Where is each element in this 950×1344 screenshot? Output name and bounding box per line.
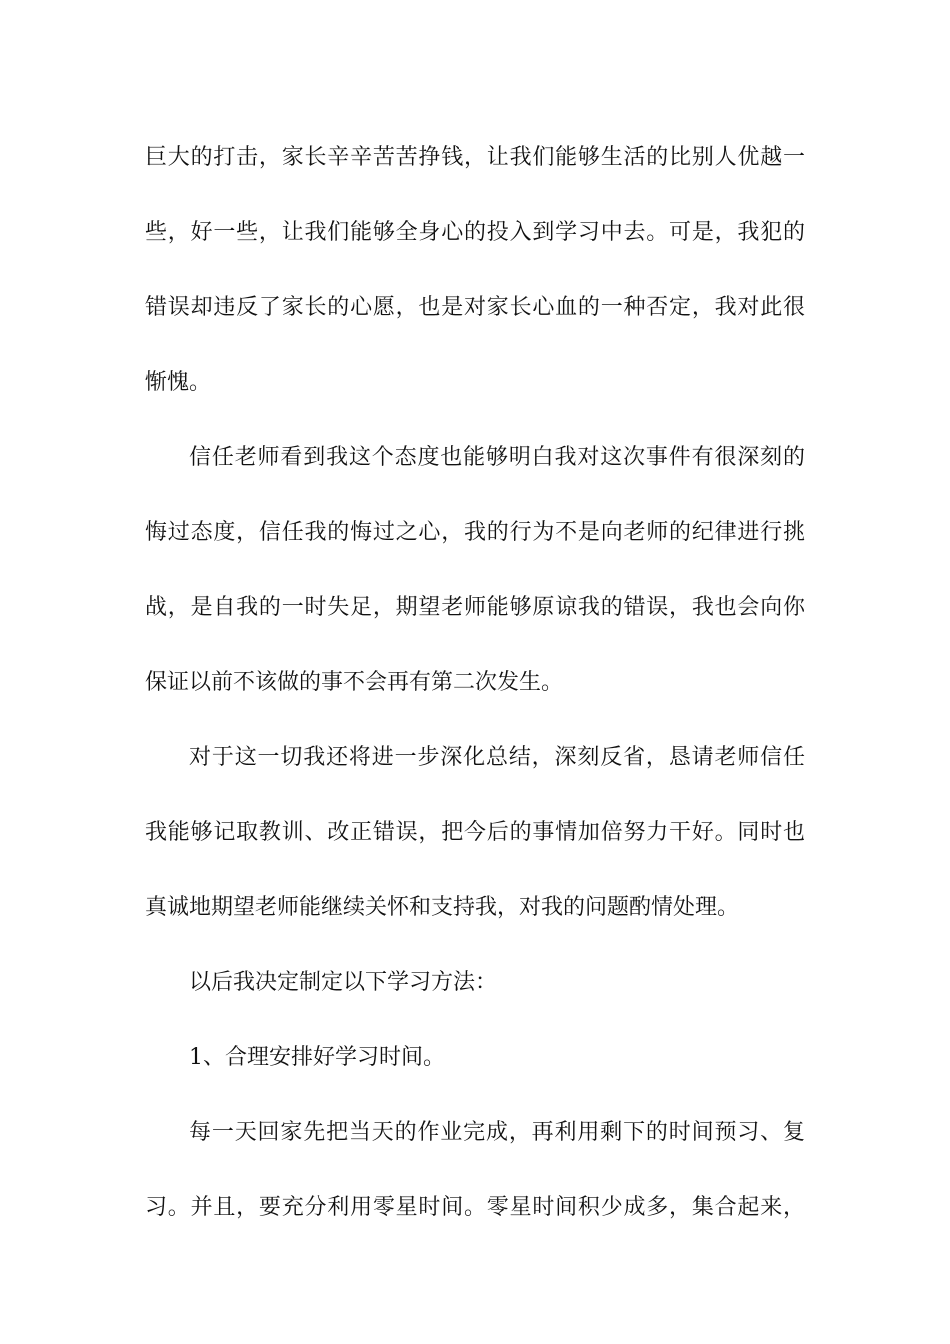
text-line: 真诚地期望老师能继续关怀和支持我，对我的问题酌情处理。 bbox=[145, 895, 740, 920]
text-line: 悔过态度，信任我的悔过之心，我的行为不是向老师的纪律进行挑 bbox=[145, 520, 805, 545]
text-line: 我能够记取教训、改正错误，把今后的事情加倍努力干好。同时也 bbox=[145, 820, 805, 845]
text-line: 些，好一些，让我们能够全身心的投入到学习中去。可是，我犯的 bbox=[145, 220, 805, 245]
text-line: 习。并且，要充分利用零星时间。零星时间积少成多，集合起来， bbox=[145, 1195, 805, 1220]
text-line: 保证以前不该做的事不会再有第二次发生。 bbox=[145, 670, 564, 695]
paragraph-4 bbox=[145, 945, 805, 1020]
text-line: 每一天回家先把当天的作业完成，再利用剩下的时间预习、复 bbox=[189, 1120, 805, 1145]
text-line: 对于这一切我还将进一步深化总结，深刻反省，恳请老师信任 bbox=[189, 745, 805, 770]
paragraph-2 bbox=[145, 420, 805, 720]
text-line: 错误却违反了家长的心愿，也是对家长心血的一种否定，我对此很 bbox=[145, 295, 805, 320]
text-line: 惭愧。 bbox=[145, 370, 212, 395]
paragraph-1 bbox=[145, 120, 805, 420]
paragraph-3 bbox=[145, 720, 805, 945]
text-line: 以后我决定制定以下学习方法： bbox=[189, 970, 498, 995]
paragraph-6 bbox=[145, 1095, 805, 1245]
text-line: 1、合理安排好学习时间。 bbox=[189, 1045, 445, 1070]
document-body bbox=[145, 120, 805, 1245]
paragraph-5 bbox=[145, 1020, 805, 1095]
text-line: 巨大的打击，家长辛辛苦苦挣钱，让我们能够生活的比别人优越一 bbox=[145, 145, 805, 170]
text-line: 战，是自我的一时失足，期望老师能够原谅我的错误，我也会向你 bbox=[145, 595, 805, 620]
text-line: 信任老师看到我这个态度也能够明白我对这次事件有很深刻的 bbox=[189, 445, 805, 470]
